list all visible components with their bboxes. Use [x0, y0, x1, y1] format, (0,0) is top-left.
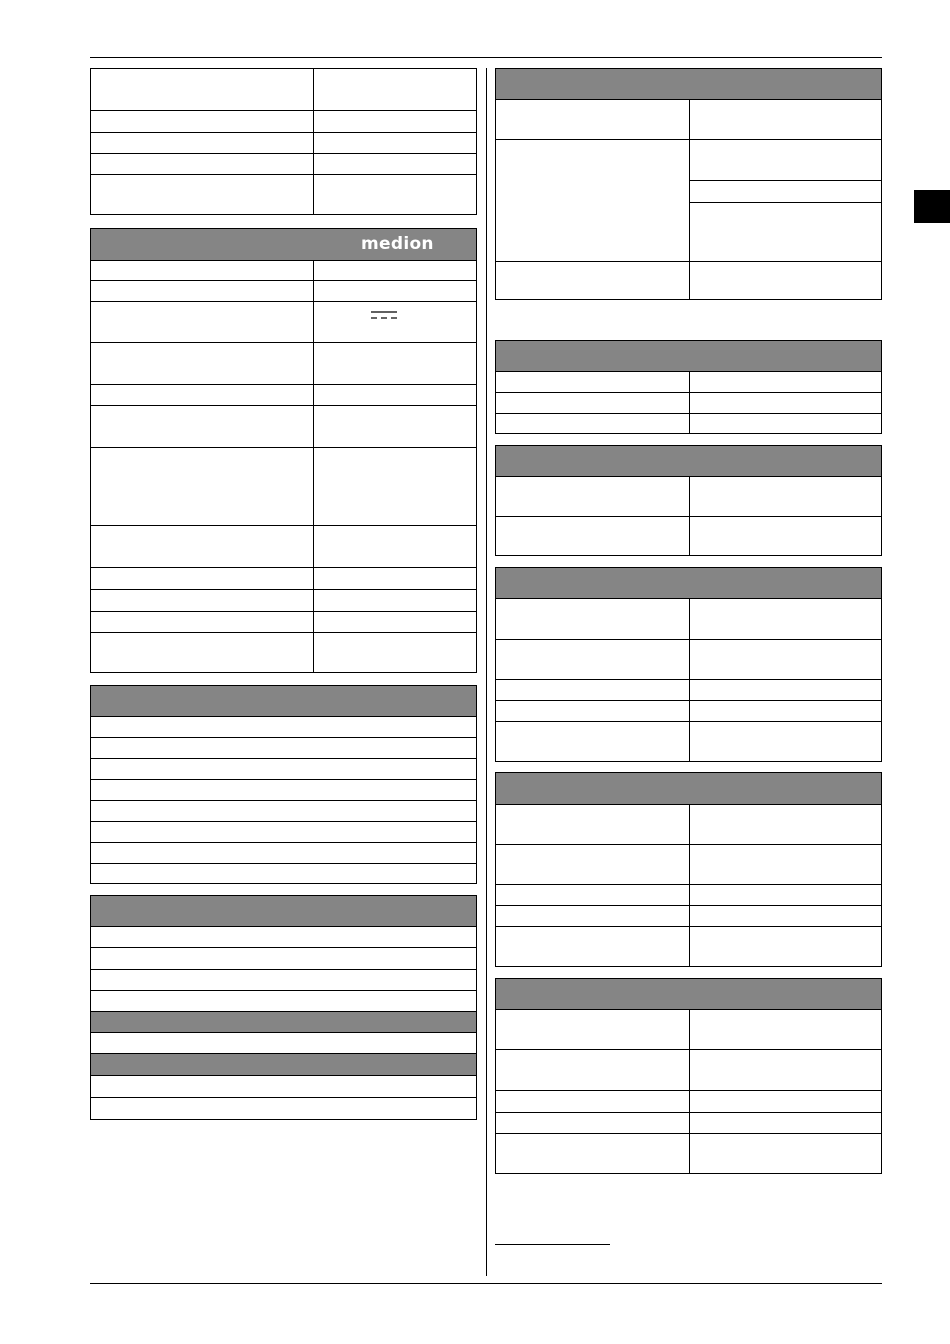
table-row: [91, 384, 476, 405]
table-header: [496, 979, 881, 1009]
bottom-rule: [90, 1283, 882, 1284]
table-row: [91, 301, 476, 342]
table-header: [496, 773, 881, 804]
table-row: [496, 804, 881, 844]
sub-row-divider: [689, 180, 881, 181]
table-row: [91, 153, 476, 174]
spec-table-3: [90, 685, 477, 884]
spec-table-6: [495, 340, 882, 434]
table-row: [91, 611, 476, 632]
language-tab-marker: [914, 190, 950, 223]
table-row: [496, 844, 881, 884]
table-row: [496, 139, 881, 261]
table-header: [496, 568, 881, 598]
table-row: [91, 1075, 476, 1097]
table-row: [91, 280, 476, 301]
table-subheader: [91, 1011, 476, 1032]
table-row: [91, 947, 476, 969]
table-row: [91, 132, 476, 153]
table-row: [496, 516, 881, 555]
table-row: [91, 926, 476, 947]
table-row: [496, 1090, 881, 1112]
sub-row-divider: [689, 202, 881, 203]
table-row: [496, 371, 881, 392]
table-row: [91, 567, 476, 589]
table-row: [91, 990, 476, 1011]
direct-current-symbol-icon: [371, 310, 397, 320]
spec-table-1: [90, 68, 477, 215]
spec-table-2: [90, 228, 477, 673]
table-header: [496, 69, 881, 99]
table-row: [91, 1097, 476, 1119]
table-row: [496, 1133, 881, 1173]
table-row: [496, 1009, 881, 1049]
table-row: [91, 758, 476, 779]
table-row: [91, 1032, 476, 1053]
table-row: [91, 842, 476, 863]
table-header: [496, 446, 881, 476]
table-row: [91, 632, 476, 672]
table-row: [496, 700, 881, 721]
table-row: [91, 260, 476, 280]
table-row: [91, 863, 476, 883]
table-row: [91, 405, 476, 447]
table-row: [496, 884, 881, 905]
table-row: [91, 779, 476, 800]
spec-table-8: [495, 567, 882, 762]
footnote-rule: [495, 1244, 610, 1245]
column-divider: [486, 68, 487, 1276]
table-row: [91, 716, 476, 737]
table-row: [91, 69, 476, 110]
spec-table-10: [495, 978, 882, 1174]
table-header: [496, 341, 881, 371]
table-row: [91, 174, 476, 214]
table-row: [496, 905, 881, 926]
table-row: [91, 969, 476, 990]
table-row: [91, 447, 476, 525]
table-row: [496, 476, 881, 516]
table-row: [496, 598, 881, 639]
table-row: [91, 110, 476, 132]
table-row: [496, 261, 881, 299]
table-row: [496, 1049, 881, 1090]
table-row: [91, 342, 476, 384]
table-subheader: [91, 1053, 476, 1075]
table-row: [496, 679, 881, 700]
table-header: [91, 229, 476, 260]
table-row: [496, 721, 881, 761]
table-row: [496, 1112, 881, 1133]
spec-table-5: [495, 68, 882, 300]
table-header: [91, 686, 476, 716]
spec-table-9: [495, 772, 882, 967]
spec-table-7: [495, 445, 882, 556]
table-row: [91, 800, 476, 821]
table-row: [91, 525, 476, 567]
table-header: [91, 896, 476, 926]
table-row: [91, 821, 476, 842]
table-row: [496, 99, 881, 139]
table-row: [496, 392, 881, 413]
table-row: [496, 926, 881, 966]
table-row: [91, 737, 476, 758]
table-row: [91, 589, 476, 611]
spec-table-4: [90, 895, 477, 1120]
table-row: [496, 639, 881, 679]
table-row: [496, 413, 881, 433]
top-rule: [90, 57, 882, 58]
medion-logo: medion: [361, 234, 434, 254]
